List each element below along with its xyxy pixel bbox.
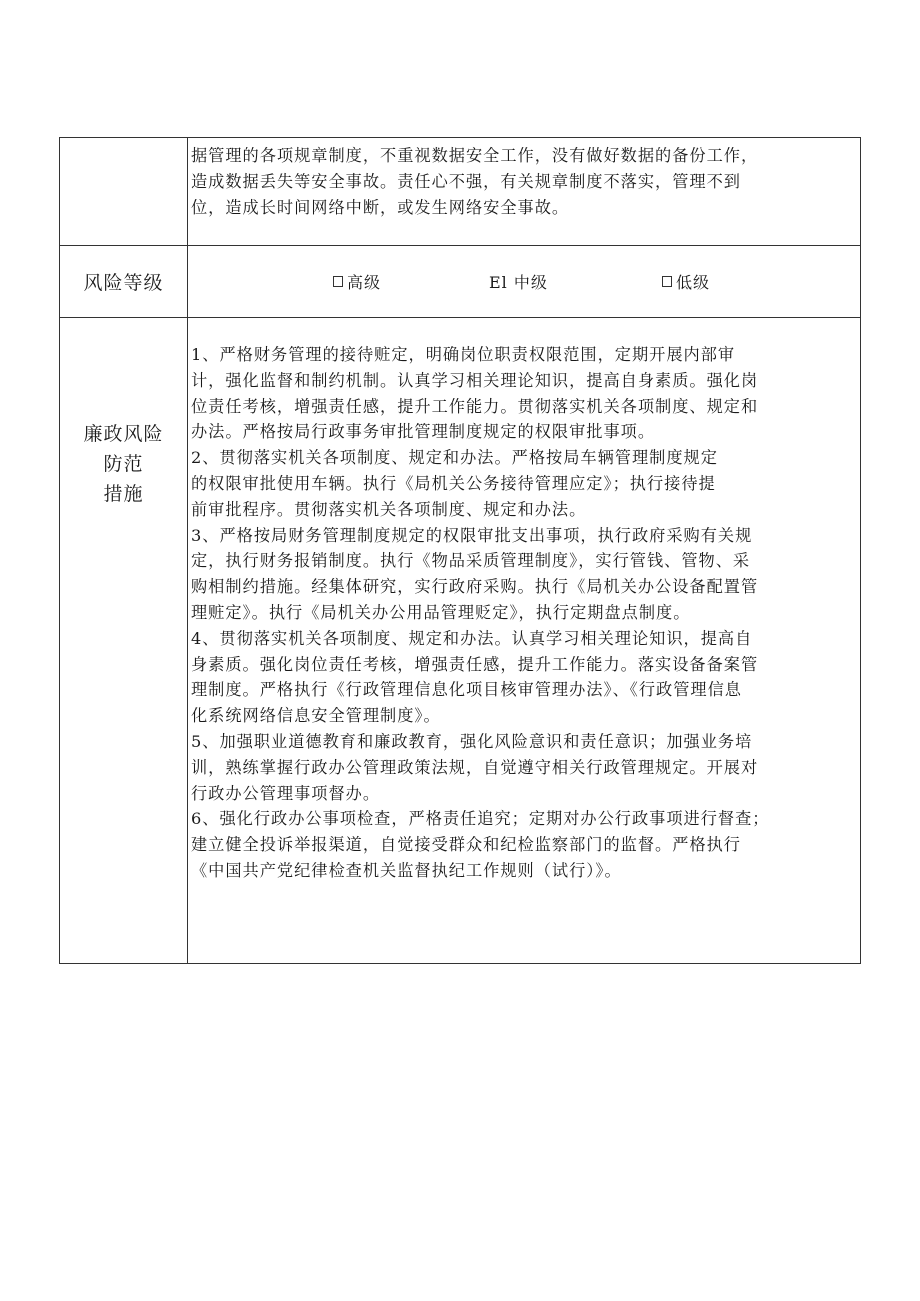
text-line: 化系统网络信息安全管理制度》。: [191, 706, 441, 726]
text-line: 6、强化行政办公事项检查，严格责任追究；定期对办公行政事项进行督查；: [191, 809, 770, 829]
text-line: 的权限审批使用车辆。执行《局机关公务接待管理应定》；执行接待提: [191, 473, 716, 493]
text-line: 1、严格财务管理的接待赃定，明确岗位职责权限范围，定期开展内部审: [191, 345, 736, 364]
level-option-label: 高级: [347, 272, 382, 292]
text-line: 前审批程序。贯彻落实机关各项制度、规定和办法。: [191, 499, 587, 519]
text-line: 造成数据丢失等安全事故。责任心不强，有关规章制度不落实，管理不到: [191, 171, 741, 191]
risk-level-label: 风险等级: [83, 271, 164, 294]
level-option-low[interactable]: [662, 245, 710, 317]
measures-content: [191, 342, 859, 884]
text-line: 身素质。强化岗位责任考核，增强责任感，提升工作能力。落实设备备案管: [191, 654, 759, 674]
level-option-label: El 中级: [489, 272, 548, 292]
level-option-medium[interactable]: [489, 245, 548, 317]
text-line: 《中国共产党纪律检查机关监督执纪工作规则（试行）》。: [191, 860, 622, 880]
risk-description: [191, 143, 859, 220]
risk-table: [59, 137, 861, 964]
level-option-label: 低级: [676, 272, 711, 292]
text-line: 2、贯彻落实机关各项制度、规定和办法。严格按局车辆管理制度规定: [191, 448, 718, 468]
text-line: 理赃定》。执行《局机关办公用品管理贬定》，执行定期盘点制度。: [191, 602, 691, 622]
checkbox-icon[interactable]: [662, 276, 672, 287]
text-line: 行政办公管理事项督办。: [191, 783, 381, 803]
measures-label: [60, 419, 187, 509]
text-line: 建立健全投诉举报渠道，自觉接受群众和纪检监察部门的监督。严格执行: [191, 835, 741, 855]
text-line: 据管理的各项规章制度，不重视数据安全工作，没有做好数据的备份工作，: [191, 146, 759, 165]
measures-label-line: 措施: [103, 483, 144, 505]
text-line: 5、加强职业道德教育和廉政教育，强化风险意识和责任意识；加强业务培: [191, 731, 753, 751]
checkbox-icon[interactable]: [333, 276, 343, 287]
text-line: 4、贯彻落实机关各项制度、规定和办法。认真学习相关理论知识，提高自: [191, 628, 753, 648]
text-line: 3、严格按局财务管理制度规定的权限审批支出事项，执行政府采购有关规: [191, 525, 753, 545]
measures-label-line: 防范: [103, 453, 144, 475]
text-line: 购相制约措施。经集体研究，实行政府采购。执行《局机关办公设备配置管: [191, 577, 759, 597]
text-line: 办法。严格按局行政事务审批管理制度规定的权限审批事项。: [191, 422, 656, 442]
text-line: 位，造成长时间网络中断，或发生网络安全事故。: [191, 197, 570, 217]
text-line: 定，执行财务报销制度。执行《物品采质管理制度》，实行管钱、管物、采: [191, 551, 751, 571]
measures-label-line: 廉政风险: [83, 423, 164, 445]
text-line: 理制度。严格执行《行政管理信息化项目核审管理办法》、《行政管理信息: [191, 680, 742, 700]
risk-level-options: [188, 245, 860, 317]
text-line: 计，强化监督和制约机制。认真学习相关理论知识，提高自身素质。强化岗: [191, 370, 759, 390]
row-divider: [60, 317, 860, 318]
text-line: 位责任考核，增强责任感，提升工作能力。贯彻落实机关各项制度、规定和: [191, 396, 759, 416]
level-option-high[interactable]: [333, 245, 381, 317]
text-line: 训，熟练掌握行政办公管理政策法规，自觉遵守相关行政管理规定。开展对: [191, 757, 759, 777]
